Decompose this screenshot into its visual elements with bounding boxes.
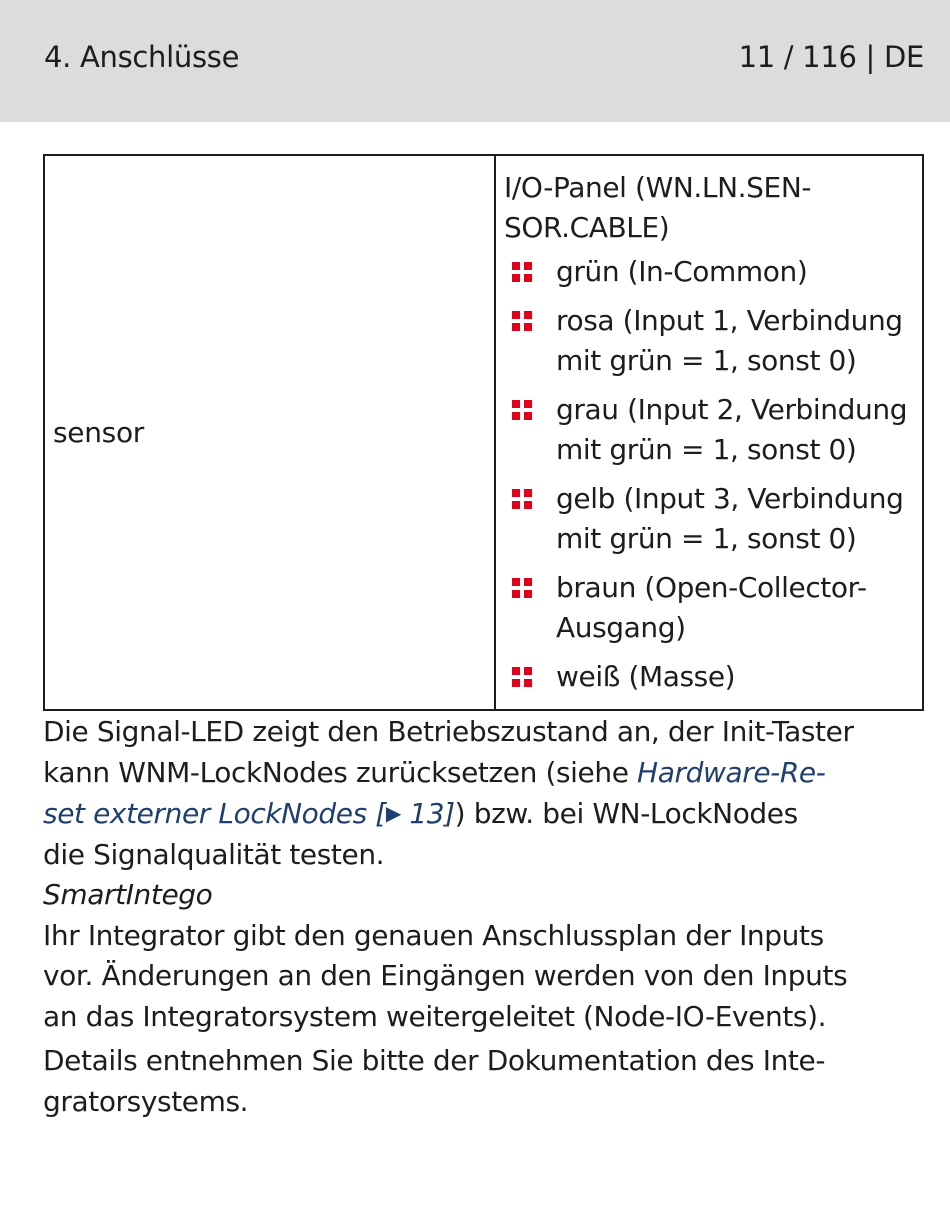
list-item: weiß (Masse) (504, 657, 916, 697)
table-row (44, 155, 923, 710)
bullet-icon (512, 311, 533, 332)
row-description (495, 155, 923, 710)
bullet-icon (512, 489, 533, 510)
page-number: 11 / 116 | DE (738, 40, 924, 74)
subheading-smartintego: SmartIntego (43, 878, 213, 911)
paragraph-signal-led: Die Signal-LED zeigt den Betriebszustand an, der Init-Taster kann WNM-LockNodes zurücksetzen (siehe Hardware-Re- set externer LockNodes [▶ 13]) bzw. bei WN-LockNodes die Signalqualität testen. (43, 715, 854, 871)
row-label: sensor (44, 155, 495, 710)
page-header (0, 0, 950, 122)
bullet-icon (512, 667, 533, 688)
list-item: rosa (Input 1, Verbindung mit grün = 1, sonst 0) (504, 301, 916, 381)
section-title: 4. Anschlüsse (44, 40, 240, 74)
paragraph-details: Details entnehmen Sie bitte der Dokumentation des Inte- gratorsystems. (43, 1044, 826, 1118)
bullet-icon (512, 262, 533, 283)
list-item: grau (Input 2, Verbindung mit grün = 1, sonst 0) (504, 390, 916, 470)
panel-title: I/O-Panel (WN.LN.SEN- SOR.CABLE) (504, 171, 812, 244)
list-item: gelb (Input 3, Verbindung mit grün = 1, sonst 0) (504, 479, 916, 559)
hardware-reset-link[interactable]: Hardware-Re- set externer LockNodes [▶ 13] (43, 756, 825, 831)
body-text (43, 712, 933, 1122)
page-arrow-icon: ▶ (385, 801, 401, 825)
bullet-icon (512, 400, 533, 421)
list-item: braun (Open-Collector- Ausgang) (504, 568, 916, 648)
list-item: grün (In-Common) (504, 252, 916, 292)
connection-table (43, 154, 924, 711)
wire-list (504, 252, 916, 697)
paragraph-integrator: Ihr Integrator gibt den genauen Anschlussplan der Inputs vor. Änderungen an den Eingängen werden von den Inputs an das Integratorsystem weitergeleitet (Node-IO-Events). (43, 918, 848, 1033)
bullet-icon (512, 578, 533, 599)
